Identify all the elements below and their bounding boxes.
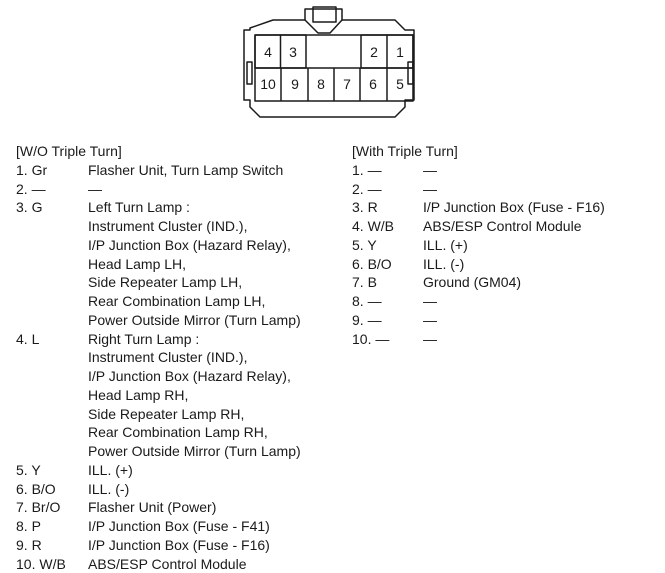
pin-label-4: 4	[264, 44, 272, 60]
description-line: ILL. (-)	[423, 255, 652, 274]
description-line: Head Lamp LH,	[88, 255, 346, 274]
column-heading: [W/O Triple Turn]	[16, 142, 346, 161]
description-line: I/P Junction Box (Fuse - F41)	[88, 517, 346, 536]
pin-description	[423, 161, 652, 180]
pin-label-7: 7	[343, 76, 351, 92]
description-line: Side Repeater Lamp LH,	[88, 273, 346, 292]
pin-id: 6. B/O	[16, 480, 88, 499]
description-line: —	[423, 161, 652, 180]
pin-label-9: 9	[291, 76, 299, 92]
description-line: Ground (GM04)	[423, 273, 652, 292]
pin-description	[88, 198, 346, 329]
pin-label-2: 2	[370, 44, 378, 60]
pin-label-3: 3	[289, 44, 297, 60]
pin-id: 2. —	[16, 180, 88, 199]
pin-entry	[16, 180, 346, 199]
pin-description	[423, 180, 652, 199]
pin-id: 7. B	[352, 273, 423, 292]
pin-description	[88, 480, 346, 499]
pin-label-6: 6	[369, 76, 377, 92]
pin-description	[88, 161, 346, 180]
pin-label-10: 10	[260, 76, 276, 92]
description-line: Side Repeater Lamp RH,	[88, 405, 346, 424]
description-line: —	[423, 292, 652, 311]
pin-id: 4. L	[16, 330, 88, 461]
pin-id: 1. —	[352, 161, 423, 180]
pin-id: 7. Br/O	[16, 498, 88, 517]
pin-description	[88, 555, 346, 573]
pin-id: 1. Gr	[16, 161, 88, 180]
pin-entry	[352, 180, 652, 199]
pin-description	[423, 330, 652, 349]
pin-entry	[16, 498, 346, 517]
pin-id: 8. P	[16, 517, 88, 536]
pin-id: 9. —	[352, 311, 423, 330]
pin-id: 2. —	[352, 180, 423, 199]
pin-id: 3. R	[352, 198, 423, 217]
description-line: Flasher Unit, Turn Lamp Switch	[88, 161, 346, 180]
description-line: Flasher Unit (Power)	[88, 498, 346, 517]
column-heading: [With Triple Turn]	[352, 142, 652, 161]
description-line: I/P Junction Box (Fuse - F16)	[423, 198, 652, 217]
pin-description	[423, 292, 652, 311]
pin-entry	[16, 536, 346, 555]
description-line: —	[423, 330, 652, 349]
description-line: Instrument Cluster (IND.),	[88, 348, 346, 367]
pin-description	[423, 236, 652, 255]
description-line: Rear Combination Lamp LH,	[88, 292, 346, 311]
pin-id: 10. —	[352, 330, 423, 349]
pin-entry	[16, 330, 346, 461]
pin-description	[423, 217, 652, 236]
pin-entry	[16, 198, 346, 329]
description-line: I/P Junction Box (Fuse - F16)	[88, 536, 346, 555]
pin-description	[88, 330, 346, 461]
pin-id: 4. W/B	[352, 217, 423, 236]
pin-id: 8. —	[352, 292, 423, 311]
pin-label-1: 1	[396, 44, 404, 60]
pin-entry	[16, 555, 346, 573]
description-line: Rear Combination Lamp RH,	[88, 423, 346, 442]
connector-diagram	[0, 0, 665, 140]
description-line: Power Outside Mirror (Turn Lamp)	[88, 311, 346, 330]
description-line: —	[423, 311, 652, 330]
pin-id: 6. B/O	[352, 255, 423, 274]
pin-description	[423, 255, 652, 274]
pin-entry	[352, 330, 652, 349]
description-line: ILL. (+)	[423, 236, 652, 255]
pin-description	[88, 517, 346, 536]
description-line: I/P Junction Box (Hazard Relay),	[88, 367, 346, 386]
pin-description	[423, 273, 652, 292]
pin-description	[423, 198, 652, 217]
description-line: ABS/ESP Control Module	[88, 555, 346, 573]
description-line: Right Turn Lamp :	[88, 330, 346, 349]
pin-entry	[352, 311, 652, 330]
pin-id: 3. G	[16, 198, 88, 329]
pin-label-5: 5	[396, 76, 404, 92]
pin-entry	[16, 461, 346, 480]
pin-id: 9. R	[16, 536, 88, 555]
pin-entry	[352, 217, 652, 236]
pin-description	[88, 498, 346, 517]
pin-entry	[352, 161, 652, 180]
pin-id: 5. Y	[16, 461, 88, 480]
pin-entry	[352, 198, 652, 217]
description-line: —	[88, 180, 346, 199]
description-line: I/P Junction Box (Hazard Relay),	[88, 236, 346, 255]
pin-list	[16, 161, 346, 573]
description-line: ABS/ESP Control Module	[423, 217, 652, 236]
pin-description	[423, 311, 652, 330]
pin-entry	[352, 273, 652, 292]
description-line: ILL. (+)	[88, 461, 346, 480]
pin-id: 10. W/B	[16, 555, 88, 573]
pin-entry	[352, 255, 652, 274]
description-line: Power Outside Mirror (Turn Lamp)	[88, 442, 346, 461]
pin-entry	[16, 480, 346, 499]
pin-id: 5. Y	[352, 236, 423, 255]
pin-entry	[352, 236, 652, 255]
description-line: ILL. (-)	[88, 480, 346, 499]
without-triple-turn-column	[16, 142, 346, 573]
pin-entry	[352, 292, 652, 311]
pin-list	[352, 161, 652, 349]
pin-description	[88, 536, 346, 555]
description-line: Left Turn Lamp :	[88, 198, 346, 217]
pin-label-8: 8	[317, 76, 325, 92]
pin-entry	[16, 161, 346, 180]
description-line: Instrument Cluster (IND.),	[88, 217, 346, 236]
pin-entry	[16, 517, 346, 536]
pin-description	[88, 180, 346, 199]
pin-description	[88, 461, 346, 480]
with-triple-turn-column	[352, 142, 652, 348]
description-line: —	[423, 180, 652, 199]
description-line: Head Lamp RH,	[88, 386, 346, 405]
